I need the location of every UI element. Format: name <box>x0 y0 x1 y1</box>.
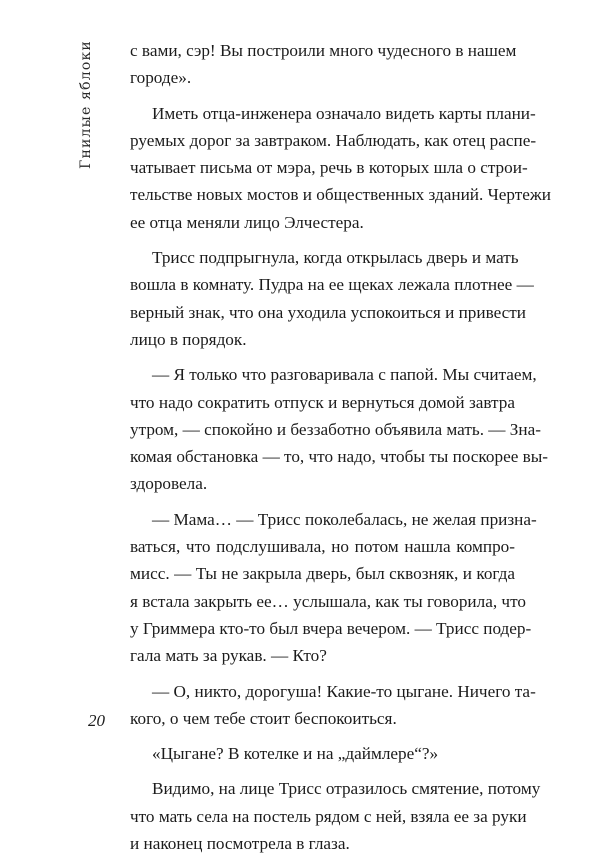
text-line: вошла в комнату. Пудра на ее щеках лежала плотнее — <box>130 275 534 295</box>
text-line: ее отца меняли лицо Элчестера. <box>130 212 364 232</box>
text-line: с вами, сэр! Вы построили много чудесного в нашем <box>130 41 517 60</box>
text-line: Трисс подпрыгнула, когда открылась дверь и мать <box>152 248 519 268</box>
text-line: мисс. — Ты не закрыла дверь, был сквозняк, и когда <box>130 564 515 584</box>
text-line: — О, никто, дорогуша! Какие-то цыгане. Ничего та- <box>152 681 536 701</box>
paragraph-gap <box>130 767 515 775</box>
running-head <box>72 40 100 460</box>
paragraph-gap <box>130 92 515 100</box>
page-number: 20 <box>88 711 105 730</box>
paragraph <box>130 506 537 670</box>
paragraph <box>130 740 515 767</box>
body-text <box>130 37 551 857</box>
text-line: что мать села на постель рядом с ней, взяла ее за руки <box>130 806 527 826</box>
text-line: тельстве новых мостов и общественных зданий. Чертежи <box>130 185 551 205</box>
paragraph <box>130 678 536 733</box>
text-line: городе». <box>130 68 192 88</box>
text-line: «Цыгане? В котелке и на „даймлере“?» <box>152 744 439 764</box>
text-line: здоровела. <box>130 474 208 494</box>
text-line: руемых дорог за завтраком. Наблюдать, как отец распе- <box>130 130 537 150</box>
text-line: — Я только что разговаривала с папой. Мы считаем, <box>152 365 537 385</box>
text-line: Иметь отца-инженера означало видеть карты плани- <box>152 103 536 123</box>
text-line: — Мама… — Трисс поколебалась, не желая призна- <box>152 509 537 529</box>
text-line: ваться, что подслушивала, но потом нашла компро- <box>130 537 515 557</box>
paragraph-gap <box>130 236 515 244</box>
text-line: комая обстановка — то, что надо, чтобы ты поскорее вы- <box>130 447 549 467</box>
text-line: я встала закрыть ее… услышала, как ты говорила, что <box>130 591 526 611</box>
text-line: утром, — спокойно и беззаботно объявила мать. — Зна- <box>130 419 541 439</box>
text-line: лицо в порядок. <box>130 329 247 349</box>
text-line: и наконец посмотрела в глаза. <box>130 834 350 854</box>
text-line: верный знак, что она уходила успокоиться и привести <box>130 302 527 322</box>
paragraph <box>130 244 534 353</box>
text-line: кого, о чем тебе стоит беспокоиться. <box>130 708 397 728</box>
paragraph-gap <box>130 353 515 361</box>
text-line: Видимо, на лице Трисс отразилось смятение, потому <box>152 779 541 799</box>
paragraph <box>130 361 549 497</box>
paragraph <box>130 37 515 92</box>
text-line: чатывает письма от мэра, речь в которых шла о строи- <box>130 158 528 178</box>
paragraph <box>130 775 541 857</box>
paragraph <box>130 100 551 236</box>
paragraph-gap <box>130 498 515 506</box>
text-line: гала мать за рукав. — Кто? <box>130 646 327 666</box>
paragraph-gap <box>130 732 515 740</box>
text-line: у Гриммера кто-то был вчера вечером. — Трисс подер- <box>130 618 532 638</box>
running-head-text: Гнилые яблоки <box>78 40 94 169</box>
text-line: что надо сократить отпуск и вернуться домой завтра <box>130 392 515 412</box>
paragraph-gap <box>130 670 515 678</box>
